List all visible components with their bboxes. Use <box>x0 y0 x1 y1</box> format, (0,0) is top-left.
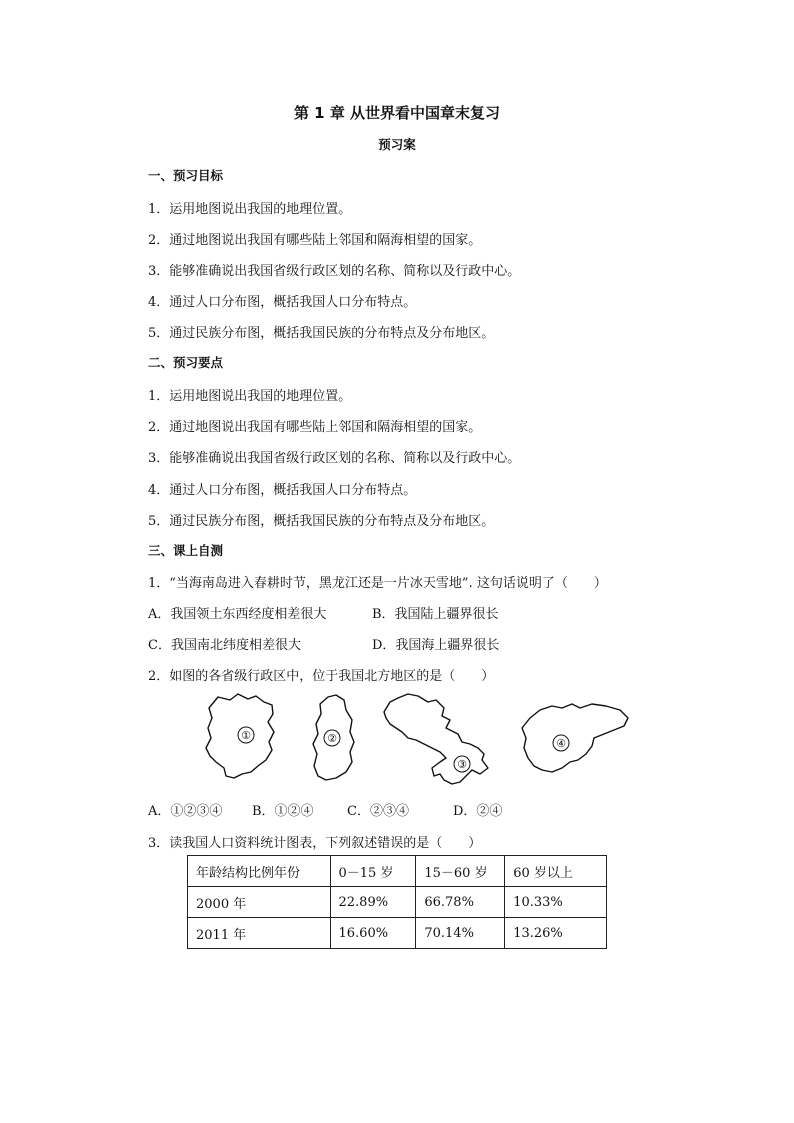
map-label-1: ① <box>241 729 251 742</box>
goal-item: 4．通过人口分布图，概括我国人口分布特点。 <box>148 295 417 310</box>
table-cell: 66.78% <box>416 887 505 918</box>
goal-item: 1．运用地图说出我国的地理位置。 <box>148 202 352 217</box>
question-1-option-d: D．我国海上疆界很长 <box>372 638 500 653</box>
point-item: 3．能够准确说出我国省级行政区划的名称、简称以及行政中心。 <box>148 451 521 466</box>
province-outline-3 <box>384 694 488 784</box>
table-header-cell: 0－15 岁 <box>330 856 416 887</box>
section-heading-goals: 一、预习目标 <box>148 168 224 183</box>
table-header-cell: 15－60 岁 <box>416 856 505 887</box>
section-heading-points: 二、预习要点 <box>148 355 224 370</box>
province-outline-4 <box>522 704 628 772</box>
question-2-option-b: B．①②④ <box>252 804 314 819</box>
goal-item: 3．能够准确说出我国省级行政区划的名称、简称以及行政中心。 <box>148 264 521 279</box>
question-1-option-c: C．我国南北纬度相差很大 <box>148 638 301 653</box>
point-item: 1．运用地图说出我国的地理位置。 <box>148 389 352 404</box>
province-outline-1 <box>206 694 274 778</box>
question-1-option-b: B．我国陆上疆界很长 <box>372 607 499 622</box>
province-maps-figure <box>196 688 636 792</box>
table-header-cell: 60 岁以上 <box>505 856 607 887</box>
question-1-option-a: A．我国领土东西经度相差很大 <box>148 607 327 622</box>
goal-item: 5．通过民族分布图，概括我国民族的分布特点及分布地区。 <box>148 326 495 341</box>
population-table <box>187 855 607 949</box>
question-2-option-d: D．②④ <box>453 804 503 819</box>
table-cell: 22.89% <box>330 887 416 918</box>
question-2-option-a: A．①②③④ <box>148 804 223 819</box>
question-2-stem: 2．如图的各省级行政区中，位于我国北方地区的是（ ） <box>148 669 495 684</box>
page-subtitle: 预习案 <box>378 137 416 152</box>
point-item: 4．通过人口分布图，概括我国人口分布特点。 <box>148 483 417 498</box>
map-label-2: ② <box>327 732 337 745</box>
question-3-stem: 3．读我国人口资料统计图表，下列叙述错误的是（ ） <box>148 836 482 851</box>
table-cell: 10.33% <box>505 887 607 918</box>
table-cell: 2000 年 <box>188 887 331 918</box>
page-title: 第 1 章 从世界看中国章末复习 <box>293 104 501 122</box>
point-item: 5．通过民族分布图，概括我国民族的分布特点及分布地区。 <box>148 514 495 529</box>
table-cell: 13.26% <box>505 918 607 949</box>
map-label-3: ③ <box>457 758 467 771</box>
table-cell: 16.60% <box>330 918 416 949</box>
goal-item: 2．通过地图说出我国有哪些陆上邻国和隔海相望的国家。 <box>148 233 482 248</box>
table-header-row <box>188 856 607 887</box>
table-row <box>188 918 607 949</box>
map-label-4: ④ <box>556 737 566 750</box>
table-row <box>188 887 607 918</box>
table-header-cell: 年龄结构比例年份 <box>188 856 331 887</box>
question-1-stem: 1．“当海南岛进入春耕时节，黑龙江还是一片冰天雪地”. 这句话说明了（ ） <box>148 576 607 591</box>
section-heading-test: 三、课上自测 <box>148 543 224 558</box>
question-2-option-c: C．②③④ <box>347 804 409 819</box>
table-cell: 70.14% <box>416 918 505 949</box>
point-item: 2．通过地图说出我国有哪些陆上邻国和隔海相望的国家。 <box>148 420 482 435</box>
table-cell: 2011 年 <box>188 918 331 949</box>
